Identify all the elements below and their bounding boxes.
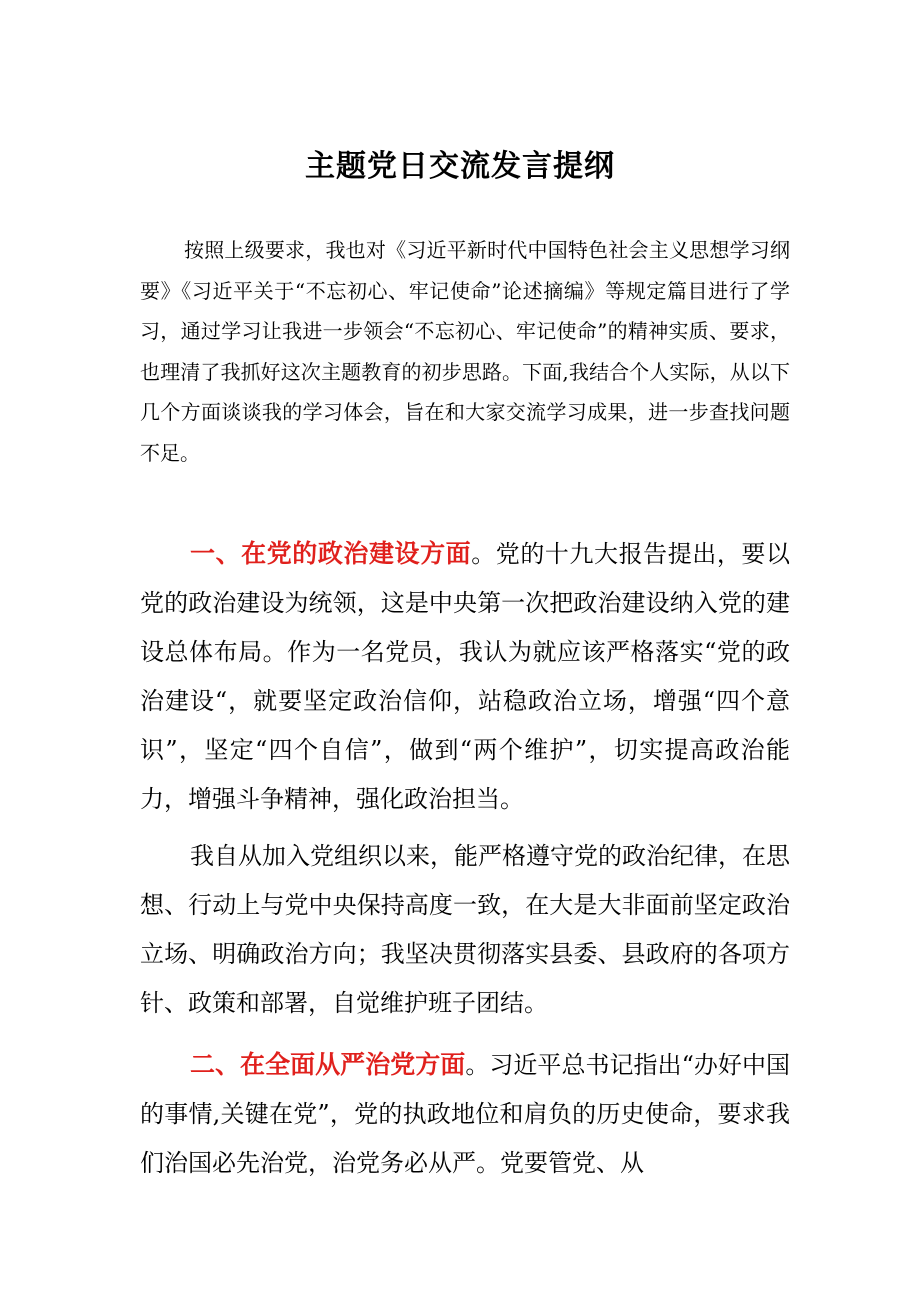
section-1-text: 。党的十九大报告提出，要以党的政治建设为统领，这是中央第一次把政治建设纳入党的建设总体布局。作为一名党员，我认为就应该严格落实“党的政治建设“，就要坚定政治信仰，站稳政治立场，增强“四个意识”，坚定“四个自信”，做到“两个维护”，切实提高政治能力，增强斗争精神，强化政治担当。 bbox=[140, 540, 790, 813]
section-2-heading: 二、在全面从严治党方面 bbox=[190, 1050, 466, 1079]
section-2-text: 。习近平总书记指出“办好中国的事情,关键在党”，党的执政地位和肩负的历史使命，要求我们治国必先治党，治党务必从严。党要管党、从 bbox=[140, 1051, 790, 1177]
body-paragraph: 我自从加入党组织以来，能严格遵守党的政治纪律，在思想、行动上与党中央保持高度一致，在大是大非面前坚定政治立场、明确政治方向；我坚决贯彻落实县委、县政府的各项方针、政策和部署，自觉维护班子团结。 bbox=[140, 842, 790, 1017]
intro-paragraph: 按照上级要求，我也对《习近平新时代中国特色社会主义思想学习纲要》《习近平关于“不忘初心、牢记使命”论述摘编》等规定篇目进行了学习，通过学习让我进一步领会“不忘初心、牢记使命”的精神实质、要求，也理清了我抓好这次主题教育的初步思路。下面,我结合个人实际，从以下几个方面谈谈我的学习体会，旨在和大家交流学习成果，进一步查找问题不足。 bbox=[140, 238, 790, 465]
document-title: 主题党日交流发言提纲 bbox=[305, 149, 615, 184]
section-2-paragraph bbox=[140, 1040, 790, 1188]
section-1-heading: 一、在党的政治建设方面 bbox=[190, 539, 472, 568]
section-1-paragraph bbox=[140, 529, 790, 824]
